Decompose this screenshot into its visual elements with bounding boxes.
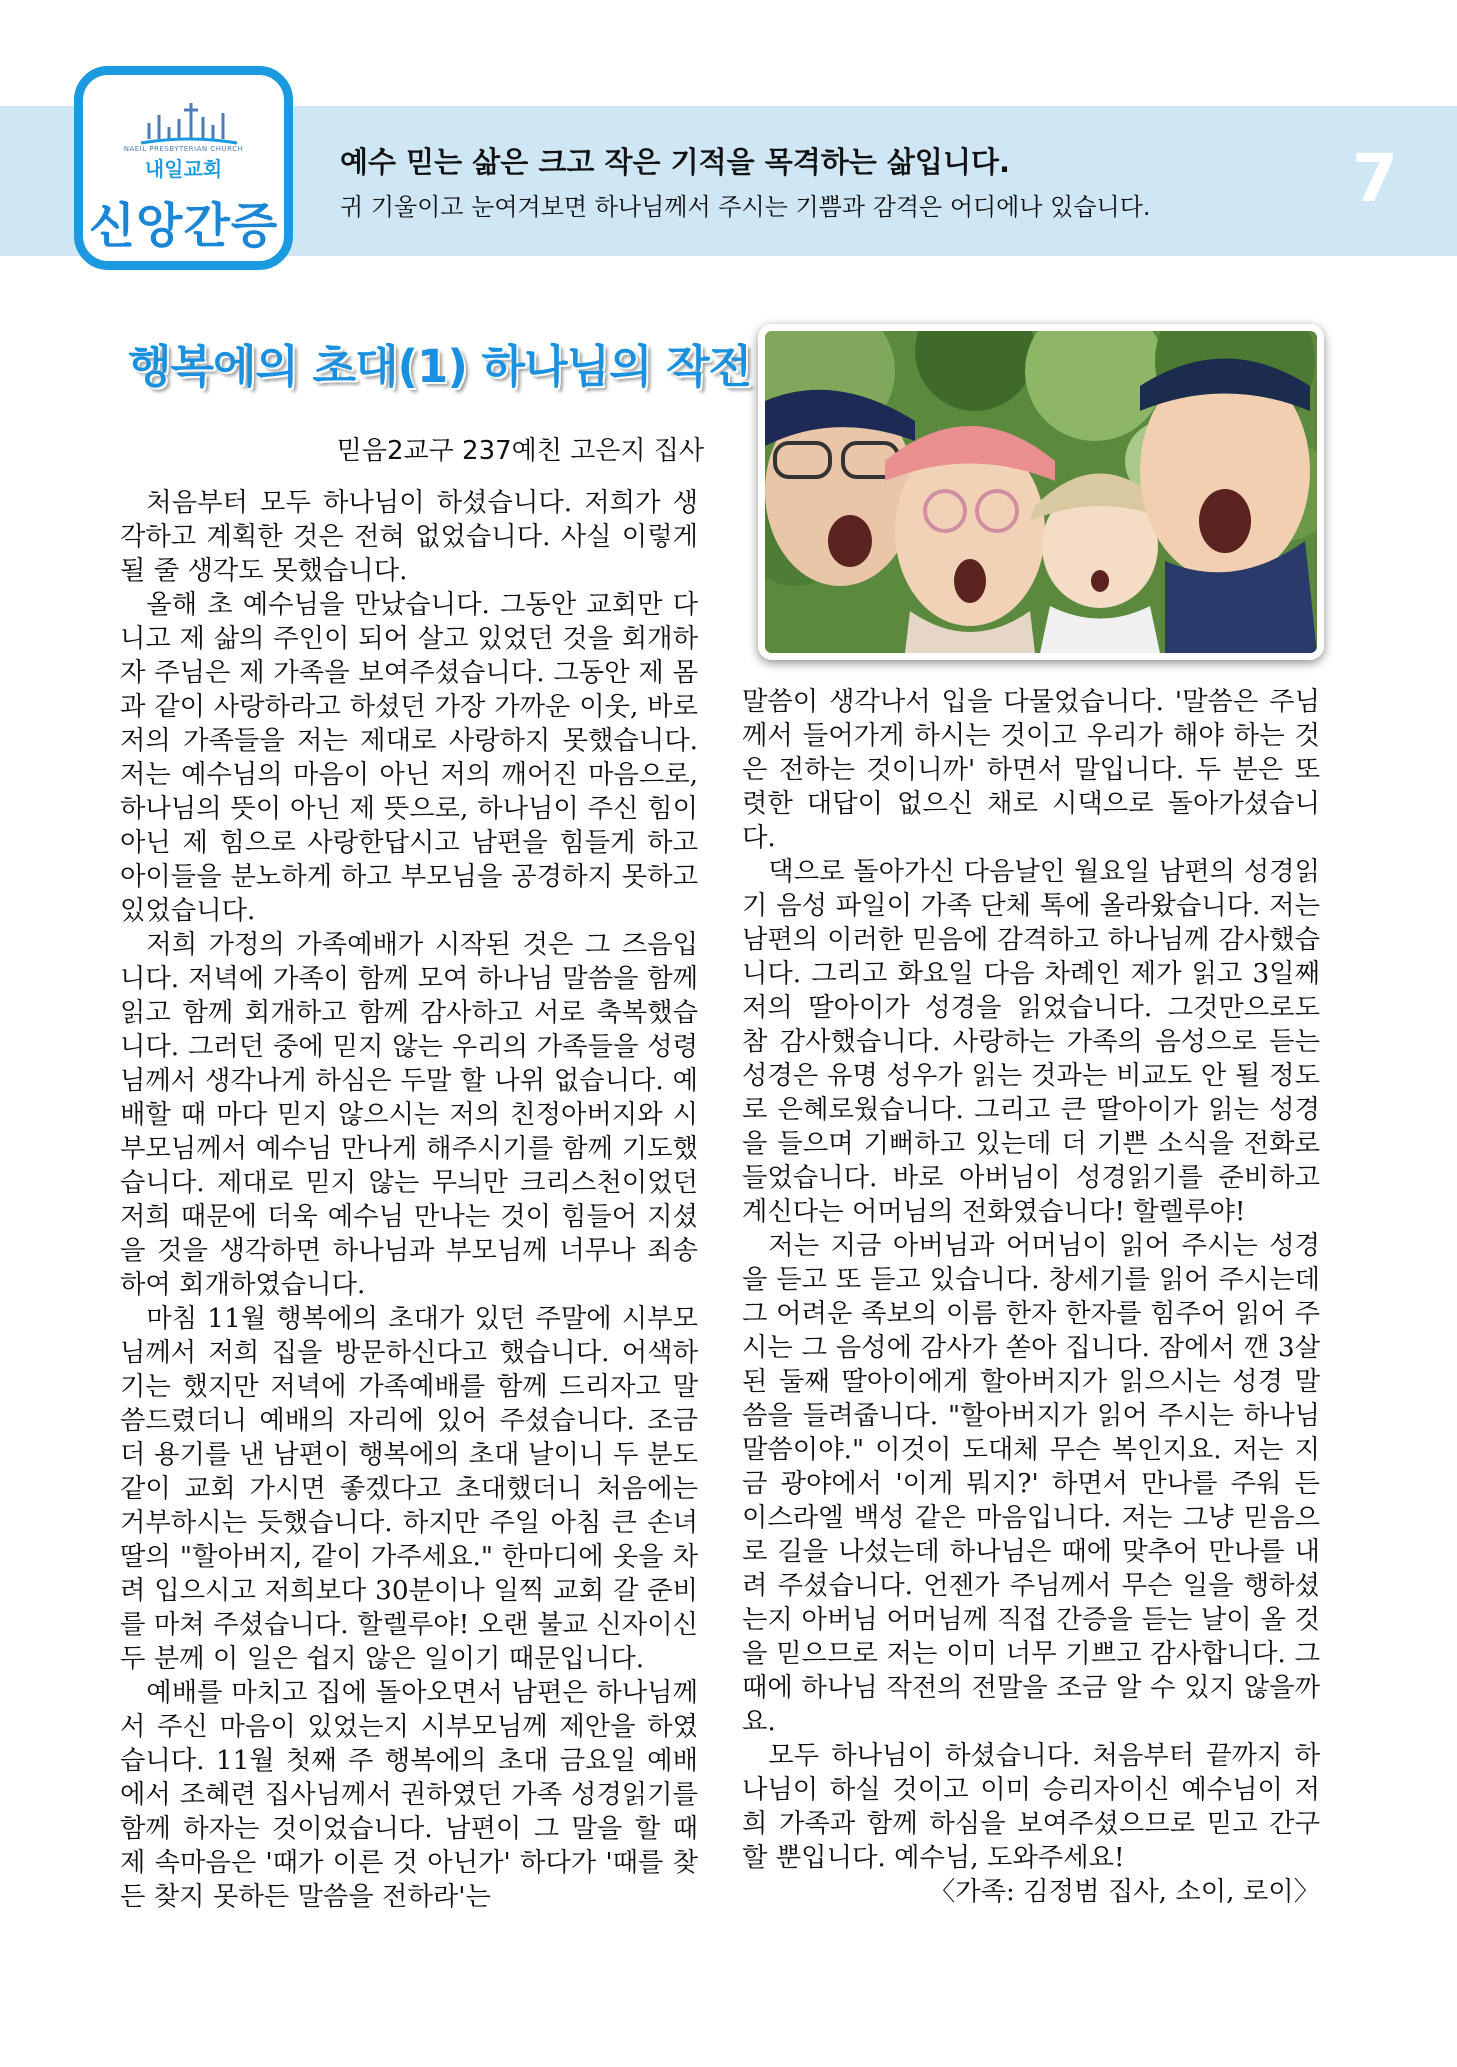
section-title: 신앙간증 bbox=[88, 198, 279, 254]
paragraph: 마침 11월 행복에의 초대가 있던 주말에 시부모님께서 저희 집을 방문하신다고 했습니다. 어색하기는 했지만 저녁에 가족예배를 함께 드리자고 말씀드렸더니 예배의 자리에 있어 주셨습니다. 조금 더 용기를 낸 남편이 행복에의 초대 날이니 두 분도 같이 교회 가시면 좋겠다고 초대했더니 처음에는 거부하시는 듯했습니다. 하지만 주일 아침 큰 손녀딸의 "할아버지, 같이 가주세요." 한마디에 옷을 차려 입으시고 저희보다 30분이나 일찍 교회 갈 준비를 마쳐 주셨습니다. 할렐루야! 오랜 불교 신자이신 두 분께 이 일은 쉽지 않은 일이기 때문입니다. bbox=[120, 1304, 698, 1674]
paragraph: 댁으로 돌아가신 다음날인 월요일 남편의 성경읽기 음성 파일이 가족 단체 톡에 올라왔습니다. 저는 남편의 이러한 믿음에 감격하고 하나님께 감사했습니다. 그리고 화요일 다음 차례인 제가 읽고 3일째 저의 딸아이가 성경을 읽었습니다. 그것만으로도 참 감사했습니다. 사랑하는 가족의 음성으로 듣는 성경은 유명 성우가 읽는 것과는 비교도 안 될 정도로 은혜로웠습니다. 그리고 큰 딸아이가 읽는 성경을 들으며 기뻐하고 있는데 더 기쁜 소식을 전화로 들었습니다. 바로 아버님이 성경읽기를 준비하고 계신다는 어머님의 전화였습니다! 할렐루야! bbox=[742, 857, 1320, 1227]
paragraph: 모두 하나님이 하셨습니다. 처음부터 끝까지 하나님이 하실 것이고 이미 승리자이신 예수님이 저희 가족과 함께 하심을 보여주셨으므로 믿고 간구할 뿐입니다. 예수님, 도와주세요! bbox=[742, 1741, 1320, 1873]
church-english-name: NAEIL PRESBYTERIAN CHURCH bbox=[123, 145, 244, 153]
paragraph: 올해 초 예수님을 만났습니다. 그동안 교회만 다니고 제 삶의 주인이 되어 살고 있었던 것을 회개하자 주님은 제 가족을 보여주셨습니다. 그동안 제 몸과 같이 사랑하라고 하셨던 가장 가까운 이웃, 바로 저의 가족들을 저는 제대로 사랑하지 못했습니다. 저는 예수님의 마음이 아닌 저의 깨어진 마음으로, 하나님의 뜻이 아닌 제 뜻으로, 하나님이 주신 힘이 아닌 제 힘으로 사랑한답시고 남편을 힘들게 하고 아이들을 분노하게 하고 부모님을 공경하지 못하고 있었습니다. bbox=[120, 590, 698, 926]
tagline-sub: 귀 기울이고 눈여겨보면 하나님께서 주시는 기쁨과 감격은 어디에나 있습니다. bbox=[340, 193, 1151, 221]
paragraph: 저는 지금 아버님과 어머님이 읽어 주시는 성경을 듣고 또 듣고 있습니다. 창세기를 읽어 주시는데 그 어려운 족보의 이름 한자 한자를 힘주어 읽어 주시는 그 음성에 감사가 쏟아 집니다. 잠에서 깬 3살된 둘째 딸아이에게 할아버지가 읽으시는 성경 말씀을 들려줍니다. "할아버지가 읽어 주시는 하나님 말씀이야." 이것이 도대체 무슨 복인지요. 저는 지금 광야에서 '이게 뭐지?' 하면서 만나를 주워 든 이스라엘 백성 같은 마음입니다. 저는 그냥 믿음으로 길을 나섰는데 하나님은 때에 맞추어 만나를 내려 주셨습니다. 언젠가 주님께서 무슨 일을 행하셨는지 아버님 어머님께 직접 간증을 듣는 날이 올 것을 믿으므로 저는 이미 너무 기쁘고 감사합니다. 그 때에 하나님 작전의 전말을 조금 알 수 있지 않을까요. bbox=[742, 1231, 1320, 1737]
article-column-right bbox=[742, 685, 1320, 1909]
section-logo bbox=[74, 66, 293, 270]
article-title: 행복에의 초대(1) 하나님의 작전 bbox=[128, 340, 752, 393]
church-skyline-icon bbox=[139, 97, 239, 147]
paragraph: 예배를 마치고 집에 돌아오면서 남편은 하나님께서 주신 마음이 있었는지 시부모님께 제안을 하였습니다. 11월 첫째 주 행복에의 초대 금요일 예배에서 조혜련 집사님께서 권하였던 가족 성경읽기를 함께 하자는 것이었습니다. 남편이 그 말을 할 때 제 속마음은 '때가 이른 것 아닌가' 하다가 '때를 찾든 찾지 못하든 말씀을 전하라'는 bbox=[120, 1678, 698, 1912]
article-column-left bbox=[120, 486, 698, 1914]
family-credit: 〈가족: 김정범 집사, 소이, 로이〉 bbox=[928, 1877, 1320, 1907]
tagline-main: 예수 믿는 삶은 크고 작은 기적을 목격하는 삶입니다. bbox=[340, 145, 1010, 179]
church-name: 내일교회 bbox=[144, 157, 223, 181]
page-number: 7 bbox=[1352, 140, 1398, 217]
family-photo bbox=[758, 324, 1324, 660]
paragraph-continued: 말씀이 생각나서 입을 다물었습니다. '말씀은 주님께서 들어가게 하시는 것이고 우리가 해야 하는 것은 전하는 것이니까' 하면서 말입니다. 두 분은 또렷한 대답이 없으신 채로 시댁으로 돌아가셨습니다. bbox=[742, 687, 1320, 853]
paragraph: 저희 가정의 가족예배가 시작된 것은 그 즈음입니다. 저녁에 가족이 함께 모여 하나님 말씀을 함께 읽고 함께 회개하고 함께 감사하고 서로 축복했습니다. 그러던 중에 믿지 않는 우리의 가족들을 성령님께서 생각나게 하심은 두말 할 나위 없습니다. 예배할 때 마다 믿지 않으시는 저의 친정아버지와 시부모님께서 예수님 만나게 해주시기를 함께 기도했습니다. 제대로 믿지 않는 무늬만 크리스천이었던 저희 때문에 더욱 예수님 만나는 것이 힘들어 지셨을 것을 생각하면 하나님과 부모님께 너무나 죄송하여 회개하였습니다. bbox=[120, 930, 698, 1300]
byline: 믿음2교구 237예친 고은지 집사 bbox=[336, 436, 704, 466]
family-selfie-image bbox=[765, 331, 1317, 653]
paragraph: 처음부터 모두 하나님이 하셨습니다. 저희가 생각하고 계획한 것은 전혀 없었습니다. 사실 이렇게 될 줄 생각도 못했습니다. bbox=[120, 488, 698, 586]
